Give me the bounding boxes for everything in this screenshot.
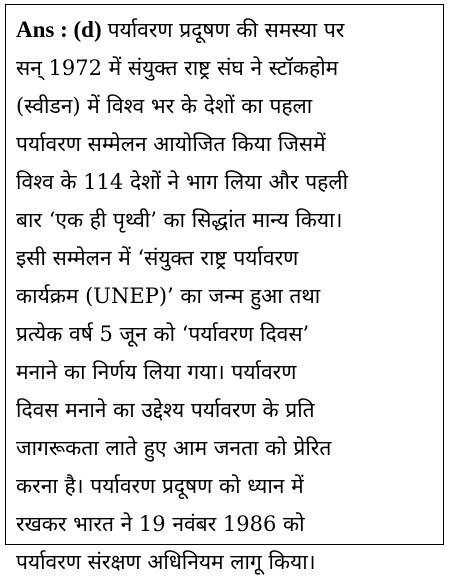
answer-line-13: करना है। पर्यावरण प्रदूषण को ध्यान में xyxy=(16,474,304,498)
answer-line-7: इसी सम्मेलन में ‘संयुक्त राष्ट्र पर्यावरण xyxy=(16,246,299,270)
answer-line-14: रखकर भारत ने 19 नवंबर 1986 को xyxy=(16,512,305,536)
answer-line-3: (स्वीडन) में विश्व भर के देशों का पहला xyxy=(16,94,313,118)
answer-line-5: विश्व के 114 देशों ने भाग लिया और पहली xyxy=(16,170,349,194)
answer-line-9: प्रत्येक वर्ष 5 जून को ‘पर्यावरण दिवस’ xyxy=(16,322,310,346)
answer-box xyxy=(5,4,444,574)
answer-line-11: दिवस मनाने का उद्देश्य पर्यावरण के प्रति xyxy=(16,398,315,422)
answer-line-1 xyxy=(16,11,435,49)
answer-line-6: बार ‘एक ही पृथ्वी’ का सिद्धांत मान्य किया। xyxy=(16,208,343,232)
answer-line-15: पर्यावरण संरक्षण अधिनियम लागू किया। xyxy=(16,550,316,574)
answer-label: Ans : (d) xyxy=(16,17,102,42)
answer-line-10: मनाने का निर्णय लिया गया। पर्यावरण xyxy=(16,360,297,384)
answer-line-8: कार्यक्रम (UNEP)’ का जन्म हुआ तथा xyxy=(16,284,321,308)
answer-line-2: सन् 1972 में संयुक्त राष्ट्र संघ ने स्टॉकहोम xyxy=(16,56,339,80)
answer-line-12: जागरूकता लाते हुए आम जनता को प्रेरित xyxy=(16,436,332,460)
answer-line-4: पर्यावरण सम्मेलन आयोजित किया जिसमें xyxy=(16,132,326,156)
answer-text: पर्यावरण प्रदूषण की समस्या पर xyxy=(107,18,345,42)
